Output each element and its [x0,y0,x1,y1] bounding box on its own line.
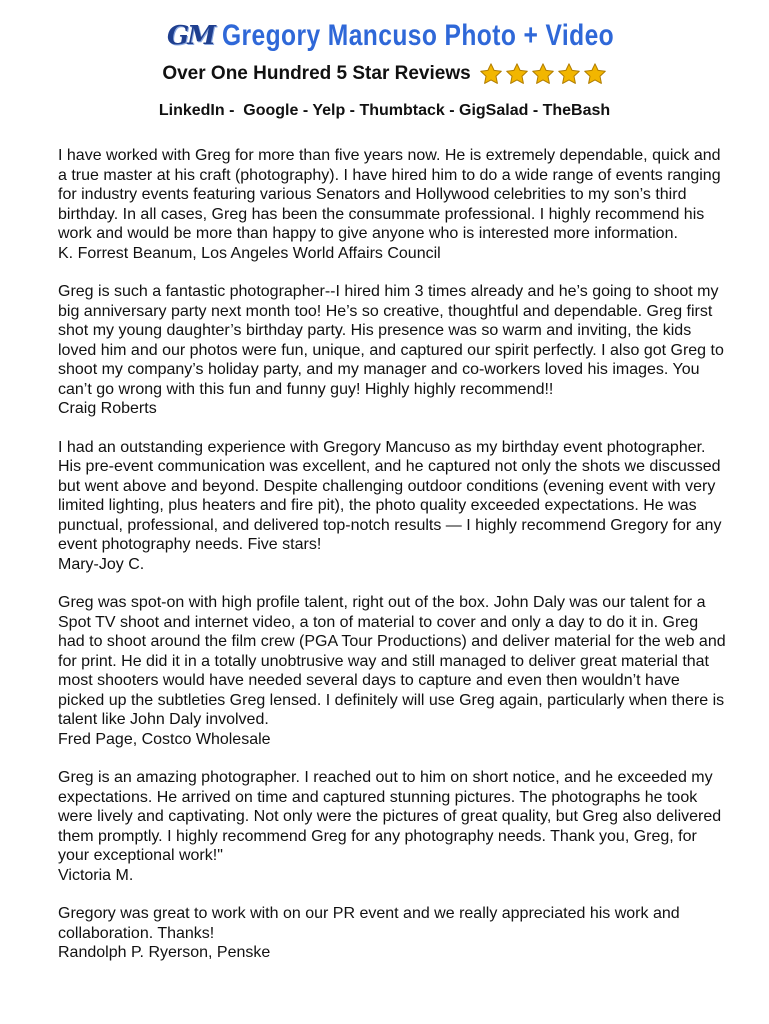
review-item [58,146,728,263]
review-author: K. Forrest Beanum, Los Angeles World Affairs Council [58,244,441,262]
review-item [58,438,728,575]
star-icon [505,62,529,86]
review-author: Victoria M. [58,866,134,884]
review-item [58,904,728,963]
review-item [58,282,728,419]
review-author: Craig Roberts [58,400,157,417]
star-icon [583,62,607,86]
reviews-list [58,146,728,982]
review-text: Greg is such a fantastic photographer--I hired him 3 times already and he’s going to shoot my big anniversary party next month too! He’s so creative, thoughtful and dependable. Greg first shot my young daughter’s birthday party. His presence was so warm and inviting, the kids loved him and our photos were fun, unique, and captured our spirit perfectly. I also got Greg to shoot my company’s holiday party, and my manager and co-workers loved his images. You can’t go wrong with this fun and funny guy! Highly highly recommend!! [58,283,724,398]
brand-logo-initials: GM [167,21,214,51]
star-icon [557,62,581,86]
star-icon [479,62,503,86]
rating-headline [0,59,769,89]
review-author: Mary-Joy C. [58,555,145,573]
review-text: I have worked with Greg for more than five years now. He is extremely dependable, quick and a true master at his craft (photography). I have hired him to do a wide range of events ranging for industry events featuring various Senators and Hollywood celebrities to my son’s third birthday. In all cases, Greg has been the consummate professional. I highly recommend his work and would be more than happy to give anyone who is interested more information. [58,147,721,242]
review-platforms: LinkedIn - Google - Yelp - Thumbtack - GigSalad - TheBash [158,102,611,119]
brand-name: Gregory Mancuso Photo + Video [221,19,615,52]
review-text: Greg was spot-on with high profile talent, right out of the box. John Daly was our talent for a Spot TV shoot and internet video, a ton of material to cover and only a day to do it in. Greg had to shoot around the film crew (PGA Tour Productions) and deliver material for the web and for print. He did it in a totally unobtrusive way and still managed to deliver great material that most shooters would have needed several days to capture and even then wouldn’t have picked up the subtleties Greg lensed. I definitely will use Greg again, particularly when there is talent like John Daly involved. [58,594,726,728]
review-author: Randolph P. Ryerson, Penske [58,944,271,961]
review-item [58,593,728,749]
review-text: Gregory was great to work with on our PR event and we really appreciated his work and collaboration. Thanks! [58,905,680,942]
reviews-subtitle: Over One Hundred 5 Star Reviews [162,63,471,84]
review-author: Fred Page, Costco Wholesale [58,730,271,748]
star-icon [531,62,555,86]
review-item [58,768,728,885]
review-text: I had an outstanding experience with Gregory Mancuso as my birthday event photographer. His pre-event communication was excellent, and he captured not only the shots we discussed but went above and beyond. Despite challenging outdoor conditions (evening event with very limited lighting, plus heaters and fire pit), the photo quality exceeded expectations. He was punctual, professional, and delivered top-notch results — I highly recommend Gregory for any event photography needs. Five stars! [58,438,722,553]
five-star-rating [479,62,607,86]
review-text: Greg is an amazing photographer. I reached out to him on short notice, and he exceeded my expectations. He arrived on time and captured stunning pictures. The photographs he took were lively and captivating. Not only were the pictures of great quality, but Greg also delivered them promptly. I highly recommend Greg for any photography needs. Thank you, Greg, for your exceptional work!" [58,769,722,864]
brand-header [0,14,769,58]
